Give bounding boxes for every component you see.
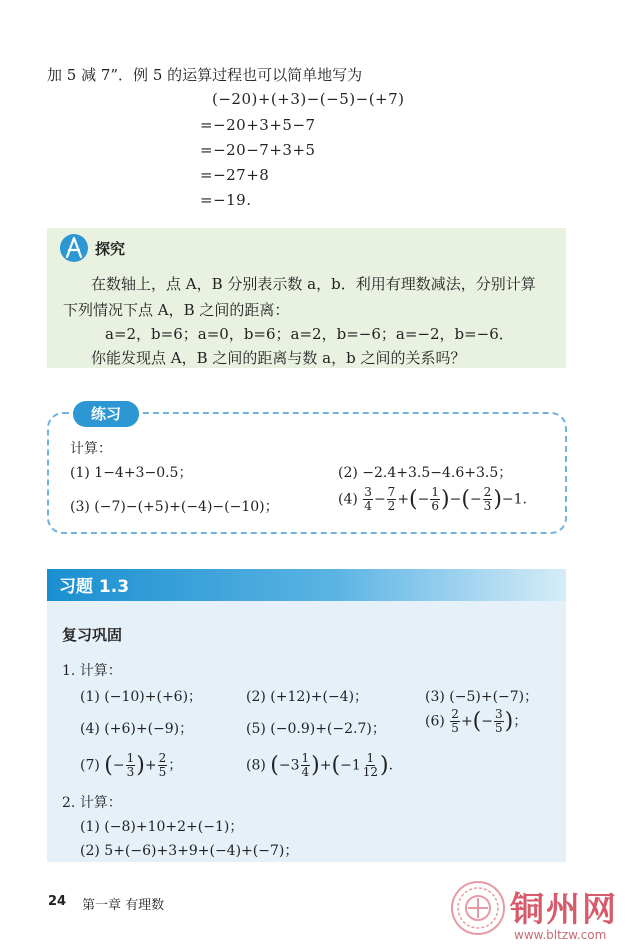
practice-heading: 计算： bbox=[70, 441, 112, 457]
explore-cases: a=2，b=6；a=0，b=6；a=2，b=−6；a=−2，b=−6． bbox=[105, 325, 514, 343]
fraction: $\frac{2}{5}$ bbox=[451, 707, 459, 735]
practice-q4: (4) $\frac{3}{4}$ − $\frac{7}{2}$ +(− $\frac{1}{6}$ )−(− $\frac{2}{3}$ )−1. bbox=[338, 485, 527, 513]
exercise-1-label: 1. 计算： bbox=[62, 663, 122, 679]
fraction: $\frac{7}{2}$ bbox=[387, 485, 396, 513]
explore-question: 你能发现点 A，B 之间的距离与数 a，b 之间的关系吗？ bbox=[91, 349, 466, 367]
watermark-url: www.bltzw.com bbox=[514, 928, 607, 942]
calc-step-3: =−20−7+3+5 bbox=[200, 141, 316, 159]
calc-step-4: =−27+8 bbox=[200, 166, 270, 184]
watermark-logo-text: 铜州网 bbox=[510, 890, 618, 930]
calc-step-2: =−20+3+5−7 bbox=[200, 116, 316, 134]
page-number: 24 bbox=[48, 894, 67, 909]
explore-paragraph-1: 在数轴上，点 A，B 分别表示数 a，b．利用有理数减法，分别计算 bbox=[91, 275, 536, 293]
exercise-1-item: (6) $\frac{2}{5}$ +(− $\frac{3}{5}$ )； bbox=[425, 707, 528, 735]
chapter-label: 第一章 有理数 bbox=[82, 898, 165, 913]
fraction: $\frac{2}{3}$ bbox=[483, 485, 492, 513]
fraction: $\frac{1}{6}$ bbox=[431, 485, 440, 513]
seal-icon bbox=[450, 880, 506, 936]
compass-icon bbox=[59, 233, 89, 263]
exercise-2-item: (1) (−8)+10+2+(−1)； bbox=[80, 819, 244, 835]
fraction: $\frac{3}{5}$ bbox=[495, 707, 503, 735]
practice-q3: (3) (−7)−(+5)+(−4)−(−10)； bbox=[70, 499, 279, 515]
exercise-1-item: (5) (−0.9)+(−2.7)； bbox=[246, 721, 386, 737]
exercise-1-item: (4) (+6)+(−9)； bbox=[80, 721, 194, 737]
exercise-1-item: (7) (− $\frac{1}{3}$ )+ $\frac{2}{5}$ ； bbox=[80, 751, 183, 779]
explore-paragraph-2: 下列情况下点 A，B 之间的距离： bbox=[63, 301, 290, 319]
exercise-1-item: (3) (−5)+(−7)； bbox=[425, 689, 539, 705]
intro-text: 加 5 减 7”．例 5 的运算过程也可以简单地写为 bbox=[47, 66, 363, 84]
practice-q1: (1) 1−4+3−0.5； bbox=[70, 465, 193, 481]
calc-step-1: (−20)+(+3)−(−5)−(+7) bbox=[212, 90, 405, 108]
exercise-2-item: (2) 5+(−6)+3+9+(−4)+(−7)； bbox=[80, 843, 299, 859]
fraction: $\frac{2}{5}$ bbox=[158, 751, 167, 779]
explore-title: 探究 bbox=[95, 240, 126, 258]
exercise-1-item: (2) (+12)+(−4)； bbox=[246, 689, 369, 705]
exercise-1-item: (8) (−3 $\frac{1}{4}$ )+(−1 $\frac{1}{12}$ ). bbox=[246, 751, 394, 779]
practice-tab: 练习 bbox=[73, 401, 139, 427]
exercise-1-item: (1) (−10)+(+6)； bbox=[80, 689, 203, 705]
practice-q2: (2) −2.4+3.5−4.6+3.5； bbox=[338, 465, 513, 481]
fraction: $\frac{1}{3}$ bbox=[126, 751, 135, 779]
fraction: $\frac{3}{4}$ bbox=[364, 485, 372, 513]
calc-step-5: =−19. bbox=[200, 191, 252, 209]
section-heading: 复习巩固 bbox=[62, 626, 123, 644]
exercise-2-label: 2. 计算： bbox=[62, 795, 122, 811]
fraction: $\frac{1}{4}$ bbox=[301, 751, 310, 779]
exercise-title: 习题 1.3 bbox=[59, 577, 130, 597]
fraction: $\frac{1}{12}$ bbox=[362, 751, 379, 779]
